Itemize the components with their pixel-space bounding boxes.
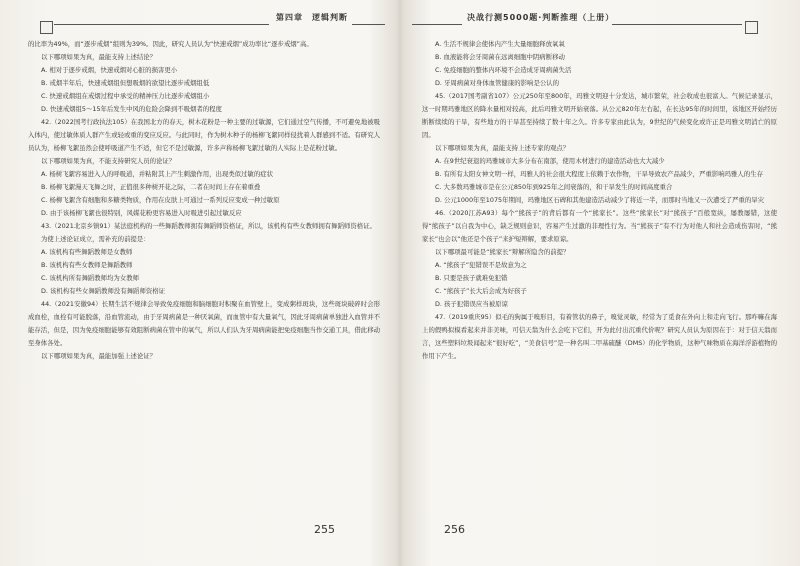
left-page-number: 255 (314, 523, 335, 536)
right-header-rule (612, 24, 742, 25)
answer-option: A. “熊孩子”犯错误不是故意为之 (435, 261, 527, 269)
right-book-title: 决战行测5000题·判断推理（上册） (467, 13, 615, 22)
answer-option: C. 免疫细胞的整体内环境不会造成牙周病菌失活 (435, 66, 572, 74)
question-paragraph: 以下哪项如果为真，最能支持上述结论？ (41, 53, 157, 61)
right-page-header (412, 10, 757, 28)
question-paragraph: 42.（2022国考行政执法105）在我国北方的春天，树木花粉是一种主要的过敏源，它们通过空气传播，不可避免地被吸入体内，使过敏体质人群产生或轻或重的变应反应。与此同时，作为树木种子的杨柳飞絮同样侵扰着人群感到不适。有研究人员认为，杨柳飞絮虽然会使呼吸道产生不适，但它不是过敏源，许多声称杨柳飞絮过敏的人实际上是花粉过敏。 (28, 118, 380, 152)
answer-option: D. 孩子犯错误应当被原谅 (435, 300, 508, 308)
answer-option: C. 该机构所有舞蹈教师均为女教师 (41, 274, 139, 282)
question-paragraph: 45.（2017国考副省107）公元250年至800年，玛雅文明迎十分发达，城市繁荣，社会收成也很富人。气候记录显示，这一时期玛雅地区的降水量相对较高，此后玛雅文明开始衰落。从公元820年左右起，在长达95年的时间里，该地区开始经历断断续续的干旱，有些地方的干旱甚至持续了数十年之久。许多专家由此认为，9世纪的气候变化或许正是玛雅文明消亡的原因。 (422, 92, 777, 139)
right-header-rule-left (412, 24, 462, 25)
answer-option: A. 在9世纪衰退的玛雅城市大多分布在南部，使用木材进行的建造活动也大大减少 (435, 157, 665, 165)
right-page-number: 256 (444, 523, 465, 536)
answer-option: D. 快速戒烟组5～15年后发生中风的危险会降到不吸烟者的程度 (41, 105, 222, 113)
right-page-body (422, 38, 777, 363)
answer-option: C. 快速戒烟组在戒烟过程中承受的精神压力比逐步戒烟组小 (41, 92, 210, 100)
answer-option: B. 杨柳飞絮漫天飞舞之时，正值很多种树开花之际，二者在时间上存在着重叠 (41, 183, 261, 191)
answer-option: D. 由于该杨柳飞絮也很特别，风媒花粉更容易进入时吸进引起过敏反应 (41, 209, 242, 217)
answer-option: B. 该机构有些女教师是舞蹈教师 (41, 261, 133, 269)
question-paragraph: 以下哪项如果为真，最能加强上述论证？ (41, 352, 157, 360)
answer-option: C. “熊孩子”长大后会成为好孩子 (435, 287, 527, 295)
answer-option: A. 该机构有些舞蹈教师是女教师 (41, 248, 133, 256)
question-paragraph: 以下哪项如果为真，最能支持上述专家的观点？ (435, 144, 570, 152)
left-header-rule (54, 24, 269, 25)
answer-option: A. 杨树飞絮容易进入人的呼吸道，并粘附其上产生刺激作用，出现类似过敏的症状 (41, 170, 273, 178)
answer-option: A. 生活不规律会使体内产生大量细胞释放氧氧 (435, 40, 565, 48)
question-paragraph: 44.（2021安徽94）长期生活不规律会导致免疫细胞和脑细胞对积聚在血管壁上，变成粥样斑块，这些斑块破碎时会形成血栓，血栓有可能脱落，沿血管流动，由于牙周病菌是一种厌氧菌，而血管中有大量氧气，因此牙周病菌单独进入血管并不能存活，但是，因为免疫细胞能够有效阻断病菌在管中的氧气，所以人们认为牙周病菌能把免疫细胞当作交通工具，借此移动至身体各处。 (28, 300, 380, 347)
answer-option: B. 血液能将会牙周菌在远离细胞中阴病断移动 (435, 53, 565, 61)
question-paragraph: 为使上述论证成立，需补充的前提是： (41, 235, 150, 243)
left-page-body (28, 38, 380, 363)
left-page-header (40, 10, 385, 28)
question-paragraph: 以下哪项最可能是“熊家长”辩解所隐含的前提？ (435, 248, 570, 256)
question-paragraph: 47.（2019重庆95）似毛的狗属于嗅形目，有着管状的鼻子，嗅觉灵敏，经常为了觅食在外向上和走向飞行。那咋嘛在海上的假鸭拟模看起来并非美味，可信天翁为什么会吃下它们，开为此付出沉重代价呢？研究人员认为原因在于：对于信天翁而言，这些塑料垃圾闻起来“很好吃”，“美食信号”是一种名叫二甲基硫醚（DMS）的化学物质，这种气味物质在海洋浮游植物的作用下产生。 (422, 313, 777, 360)
answer-option: C. 杨柳飞絮含有细胞和多糖类物质，作用在皮肤上可通过一系列反应变成一种过敏原 (41, 196, 280, 204)
right-corner-box (745, 21, 758, 34)
left-chapter-title: 第四章 逻辑判断 (276, 13, 348, 22)
right-page (400, 0, 800, 566)
left-corner-box (40, 21, 53, 34)
left-header-rule-right (352, 24, 385, 25)
question-paragraph: 43.（2021北京乡镇91）某法庭机构的一些舞蹈教师拥有舞蹈师资格证，所以，该机构有些女教师拥有舞蹈师资格证。 (41, 222, 376, 230)
answer-option: D. 公元1000年至1075年期间，玛雅地区石碑和其他建造活动减少了将近一半，而那时当地又一次遭受了严重的旱灾 (435, 196, 765, 204)
answer-option: A. 相对于逐步戒烟，快速戒烟对心脏的损害更小 (41, 66, 178, 74)
answer-option: B. 有所有太阳女神文明一样，玛雅人的社会很大程度上依赖于农作物，干旱导致农产品减少，严重影响玛雅人的生存 (435, 170, 763, 178)
continued-paragraph: 的比率为49%，而“逐步戒烟”组则为39%。因此，研究人员认为“快速戒烟”成功率比“逐步戒烟”高。 (28, 40, 313, 48)
question-paragraph: 46.（2020江苏A93）每个“熊孩子”的背后都有一个“熊家长”。这些“熊家长”对“熊孩子”百般宽纵，屡教屡错，这使得“熊孩子”以自我为中心，缺乏规则意识，容易产生过激的非理性行为。当“熊孩子”有不行为对他人和社会造成伤害时，“熊家长”也会以“他还是个孩子”来护短辩解，要求原谅。 (422, 209, 777, 243)
answer-option: B. 只要是孩子就难免犯错 (435, 274, 508, 282)
answer-option: C. 大多数玛雅城市是在公元850年到925年之间衰落的，和干旱发生的时间高度重合 (435, 183, 673, 191)
answer-option: B. 戒烟半年后，快速戒烟组但想吸烟的欲望比逐步戒烟组低 (41, 79, 210, 87)
answer-option: D. 该机构有些女舞蹈教师没有舞蹈师资格证 (41, 287, 166, 295)
answer-option: D. 牙周病菌对身体血管健康的影响是公认的 (435, 79, 560, 87)
question-paragraph: 以下哪项如果为真，不能支持研究人员的论证？ (41, 157, 176, 165)
